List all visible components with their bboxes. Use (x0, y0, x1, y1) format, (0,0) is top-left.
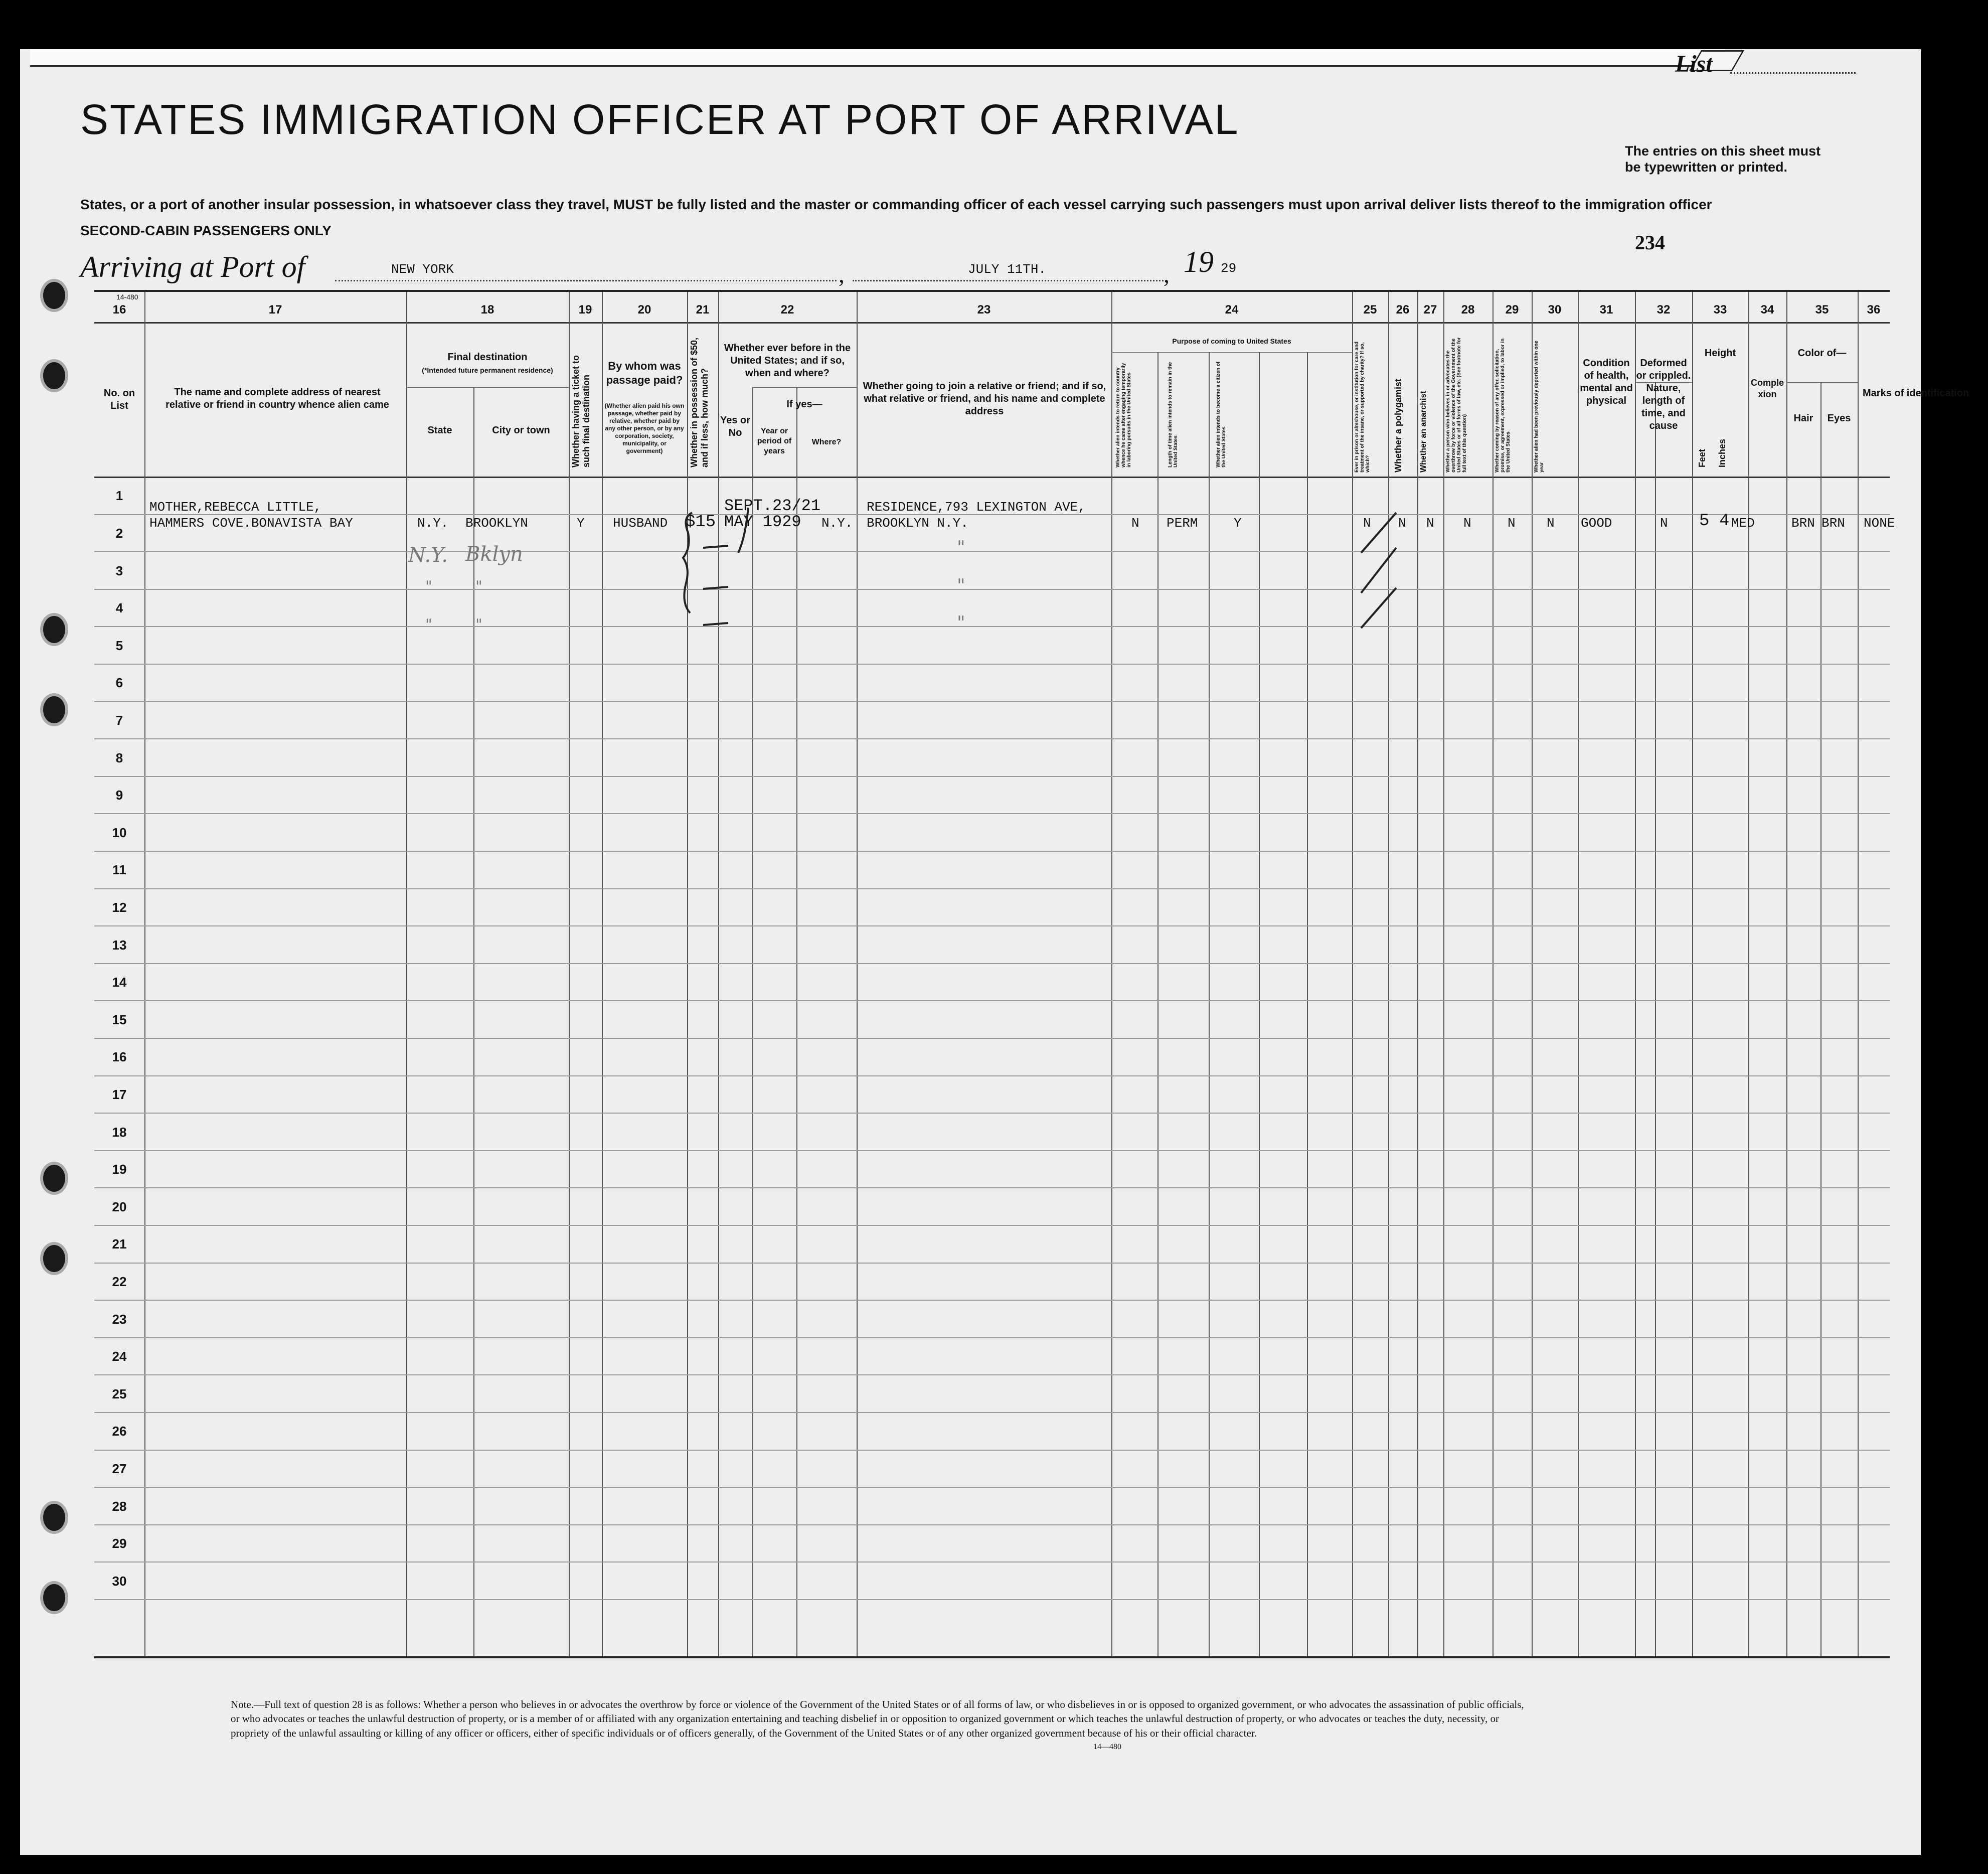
header-no-on-list: No. on List (103, 388, 135, 411)
row-divider (94, 963, 1890, 964)
row-number: 11 (112, 862, 126, 878)
row-divider (94, 1113, 1890, 1114)
row-number: 16 (112, 1049, 127, 1065)
row-divider (94, 1150, 1890, 1151)
column-number: 25 (1363, 303, 1377, 317)
row-divider (94, 776, 1890, 777)
entry-inches: 4 (1719, 512, 1730, 531)
row-divider (94, 1561, 1890, 1563)
row-divider (94, 888, 1890, 889)
entry-anarchist: N (1426, 516, 1434, 531)
header-hair: Hair (1793, 413, 1813, 424)
header-complexion: Complexion (1750, 378, 1784, 399)
row-number: 24 (112, 1349, 127, 1364)
row-divider (94, 1412, 1890, 1413)
row-divider (94, 1038, 1890, 1039)
column-number: 22 (780, 303, 794, 317)
entry-purpose-length: PERM (1167, 516, 1198, 531)
entry-relative-line1: MOTHER,REBECCA LITTLE, (149, 500, 322, 515)
entry-prison: N (1363, 516, 1371, 531)
entry-feet: 5 (1699, 512, 1710, 531)
column-number: 33 (1713, 303, 1727, 317)
binder-hole-icon (40, 1162, 68, 1195)
row-number: 9 (115, 788, 123, 803)
handwritten-ditto: " (957, 576, 965, 596)
header-prison: Ever in prison or almshouse, or institution for care and treatment of the insane, or supported by charity? If so, which? (1354, 341, 1371, 473)
entry-polygamist: N (1398, 516, 1406, 531)
row-number: 29 (112, 1536, 127, 1551)
date-line (853, 280, 1164, 281)
handwritten-state: N.Y. (408, 544, 448, 567)
list-label: List (1675, 51, 1713, 77)
sheet-top-edge (30, 49, 1725, 67)
entry-purpose-citizen: Y (1234, 516, 1242, 531)
entry-health: GOOD (1581, 516, 1612, 531)
row-number: 15 (112, 1012, 127, 1027)
header-final-destination: Final destination (447, 352, 528, 363)
column-number: 21 (696, 303, 710, 317)
handwritten-ticks (94, 292, 1890, 693)
form-code: 14-480 (116, 293, 138, 301)
row-divider (94, 1337, 1890, 1338)
column-number: 24 (1225, 303, 1239, 317)
binder-hole-icon (40, 279, 68, 312)
year-prefix: 19 (1184, 245, 1214, 278)
entry-purpose-return: N (1131, 516, 1139, 531)
entry-eyes: BRN (1821, 516, 1845, 531)
header-polygamist: Whether a polygamist (1393, 378, 1403, 473)
row-divider (94, 1000, 1890, 1001)
row-number: 28 (112, 1498, 127, 1514)
handwritten-ditto: " (425, 578, 432, 595)
entry-state: N.Y. (417, 516, 449, 531)
column-number: 29 (1505, 303, 1519, 317)
row-divider (94, 925, 1890, 926)
row-number: 18 (112, 1124, 127, 1140)
column-number: 34 (1760, 303, 1774, 317)
instruction-note-line-1: The entries on this sheet must (1625, 143, 1821, 159)
column-number: 16 (112, 303, 126, 317)
row-number: 10 (112, 825, 127, 840)
column-number: 18 (480, 303, 494, 317)
header-join: Whether going to join a relative or friend; and if so, what relative or friend, and his name and complete address (863, 381, 1106, 417)
comma-separator: , (1164, 261, 1170, 288)
header-state: State (427, 425, 452, 436)
column-number: 30 (1548, 303, 1562, 317)
instruction-note-line-2: be typewritten or printed. (1625, 160, 1788, 175)
handwritten-ditto: " (425, 616, 432, 634)
header-deformed: Deformed or crippled. Nature, length of time, and cause (1636, 358, 1691, 431)
row-divider (94, 1487, 1890, 1488)
binder-hole-icon (40, 1581, 68, 1614)
entry-question-28: N (1463, 516, 1471, 531)
column-number: 35 (1815, 303, 1829, 317)
header-purpose-return: Whether alien intends to return to country whence he came after engaging temporarily in laboring pursuits in the United States (1115, 363, 1132, 467)
entry-relative-line2: HAMMERS COVE.BONAVISTA BAY (149, 516, 353, 531)
header-health: Condition of health, mental and physical (1580, 358, 1633, 406)
entry-possession: $15 (685, 513, 716, 532)
header-purpose-citizen: Whether alien intends to become a citizen of the United States (1216, 361, 1227, 467)
port-value: NEW YORK (391, 262, 454, 277)
row-number: 13 (112, 937, 127, 953)
entry-join-line1: RESIDENCE,793 LEXINGTON AVE, (867, 500, 1086, 515)
entry-question-30: N (1547, 516, 1555, 531)
row-divider (94, 1187, 1890, 1188)
header-if-yes: If yes— (786, 399, 822, 410)
column-number: 20 (637, 303, 651, 317)
row-divider (94, 851, 1890, 852)
header-paid-by: By whom was passage paid? (606, 360, 683, 386)
row-divider (94, 1524, 1890, 1525)
row-divider (94, 701, 1890, 702)
row-divider (94, 1225, 1890, 1226)
manifest-table (94, 290, 1969, 1658)
header-year-period: Year or period of years (757, 427, 792, 455)
row-divider (94, 1300, 1890, 1301)
row-number: 26 (112, 1424, 127, 1439)
row-number: 4 (115, 600, 123, 616)
column-number: 19 (578, 303, 592, 317)
handwritten-ditto: " (957, 538, 965, 558)
column-number: 26 (1396, 303, 1410, 317)
footer-form-code: 14—480 (1093, 1743, 1121, 1751)
header-relative: The name and complete address of nearest relative or friend in country whence alien came (165, 387, 389, 410)
form-title: STATES IMMIGRATION OFFICER AT PORT OF ARRIVAL (80, 96, 1240, 143)
form-subtitle: States, or a port of another insular possession, in whatsoever class they travel, MUST be fully listed and the master or commanding officer of each vessel carrying such passengers must upon arrival deliver lists thereof to the immigration officer (80, 197, 1712, 212)
binder-hole-icon (40, 359, 68, 392)
row-number: 30 (112, 1573, 127, 1589)
entry-city: BROOKLYN (465, 516, 528, 531)
column-number: 31 (1599, 303, 1613, 317)
handwritten-ditto: " (475, 578, 482, 595)
row-number: 14 (112, 975, 127, 990)
entry-complexion: MED (1731, 516, 1755, 531)
row-number: 27 (112, 1461, 127, 1476)
handwritten-ditto: " (957, 613, 965, 634)
row-number: 22 (112, 1274, 127, 1289)
entry-question-29: N (1508, 516, 1516, 531)
list-number-line (1730, 72, 1856, 74)
arriving-label: Arriving at Port of (80, 250, 305, 283)
entry-previous-visit-line2: MAY 1929 (724, 513, 801, 531)
header-city: City or town (492, 425, 550, 436)
column-number: 17 (268, 303, 282, 317)
row-number: 2 (115, 525, 123, 541)
year-suffix: 29 (1221, 261, 1237, 276)
row-number: 17 (112, 1086, 127, 1102)
row-number: 6 (115, 675, 123, 691)
header-marks: Marks of identification (1863, 388, 1969, 399)
binder-hole-icon (40, 1501, 68, 1534)
header-anarchist: Whether an anarchist (1419, 391, 1428, 473)
header-height: Height (1704, 348, 1736, 359)
date-value: JULY 11TH. (968, 262, 1047, 277)
header-yes-no: Yes or No (720, 415, 751, 438)
column-number: 36 (1867, 303, 1881, 317)
entry-hair: BRN (1791, 516, 1815, 531)
binder-hole-icon (40, 1242, 68, 1275)
sheet-number: 234 (1635, 231, 1665, 254)
entry-where: N.Y. (821, 516, 853, 531)
header-purpose: Purpose of coming to United States (1172, 337, 1291, 345)
row-number: 1 (115, 488, 123, 504)
entry-previous-visit-line1: SEPT.23/21 (724, 497, 821, 515)
row-number: 23 (112, 1311, 127, 1327)
header-eyes: Eyes (1827, 413, 1851, 424)
row-number: 25 (112, 1386, 127, 1401)
row-number: 21 (112, 1236, 127, 1252)
header-where: Where? (811, 438, 842, 446)
row-number: 3 (115, 563, 123, 578)
column-number: 23 (977, 303, 991, 317)
entry-ticket: Y (577, 516, 585, 531)
row-divider (94, 1075, 1890, 1076)
header-ticket: Whether having a ticket to such final destination (571, 355, 591, 467)
row-divider (94, 1450, 1890, 1451)
header-question-30: Whether alien had been previously deported within one year (1534, 341, 1545, 473)
entry-marks: NONE (1864, 516, 1895, 531)
passenger-class-label: SECOND-CABIN PASSENGERS ONLY (80, 223, 332, 238)
column-number: 27 (1423, 303, 1437, 317)
header-question-28: Whether a person who believes in or advocates the overthrow by force or violence of the Government of the United States or of all forms of law, etc. (See footnote for full text of this question) (1445, 337, 1467, 473)
header-color-of: Color of— (1797, 348, 1847, 359)
binder-hole-icon (40, 613, 68, 646)
header-final-destination-note: (*Intended future permanent residence) (422, 366, 553, 374)
header-purpose-length: Length of time alien intends to remain in the United States (1168, 362, 1179, 467)
header-possession: Whether in possession of $50, and if less, how much? (689, 337, 710, 467)
row-divider (94, 1599, 1890, 1600)
header-question-29: Whether coming by reason of any offer, solicitation, promise, or agreement, expressed or implied, to labor in the United States (1495, 338, 1511, 473)
row-number: 20 (112, 1199, 127, 1214)
row-number: 7 (115, 712, 123, 728)
handwritten-city: Bklyn (465, 543, 523, 566)
entry-join-line2: BROOKLYN N.Y. (867, 516, 968, 531)
comma-separator: , (839, 261, 845, 288)
header-feet: Feet (1697, 448, 1707, 467)
header-ever-before: Whether ever before in the United States; and if so, when and where? (724, 343, 851, 379)
row-divider (94, 1263, 1890, 1264)
handwritten-ditto: " (475, 616, 482, 634)
column-number: 28 (1461, 303, 1475, 317)
port-line (335, 280, 837, 281)
binder-hole-icon (40, 693, 68, 726)
entry-paid-by: HUSBAND (613, 516, 668, 531)
row-number: 8 (115, 750, 123, 765)
header-paid-by-note: (Whether alien paid his own passage, whether paid by relative, whether paid by any other person, or by any corporation, society, municipality, or government) (604, 402, 685, 454)
row-number: 12 (112, 899, 127, 915)
header-inches: Inches (1717, 438, 1727, 467)
row-number: 5 (115, 638, 123, 653)
row-divider (94, 813, 1890, 814)
row-number: 19 (112, 1162, 127, 1177)
row-divider (94, 738, 1890, 739)
entry-deformed: N (1660, 516, 1668, 531)
column-number: 32 (1656, 303, 1671, 317)
footnote-question-28: Note.—Full text of question 28 is as follows: Whether a person who believes in or advocates the overthrow by force or violence of the Government of the United States or of all forms of law, or who disbelieves in or is opposed to organized government, or who advocates the assassination of public officials, or who advocates or teaches the unlawful destruction of property, or is a member of or affiliated with any organization entertaining and teaching disbelief in or opposition to organized government or which teaches the unlawful destruction of property, or who advocates or teaches the duty, necessity, or propriety of the unlawful assaulting or killing of any officer or officers, either of specific individuals or of officers generally, of the Government of the United States or of any other organized government because of his or their official character. (231, 1698, 1524, 1739)
row-divider (94, 1374, 1890, 1375)
